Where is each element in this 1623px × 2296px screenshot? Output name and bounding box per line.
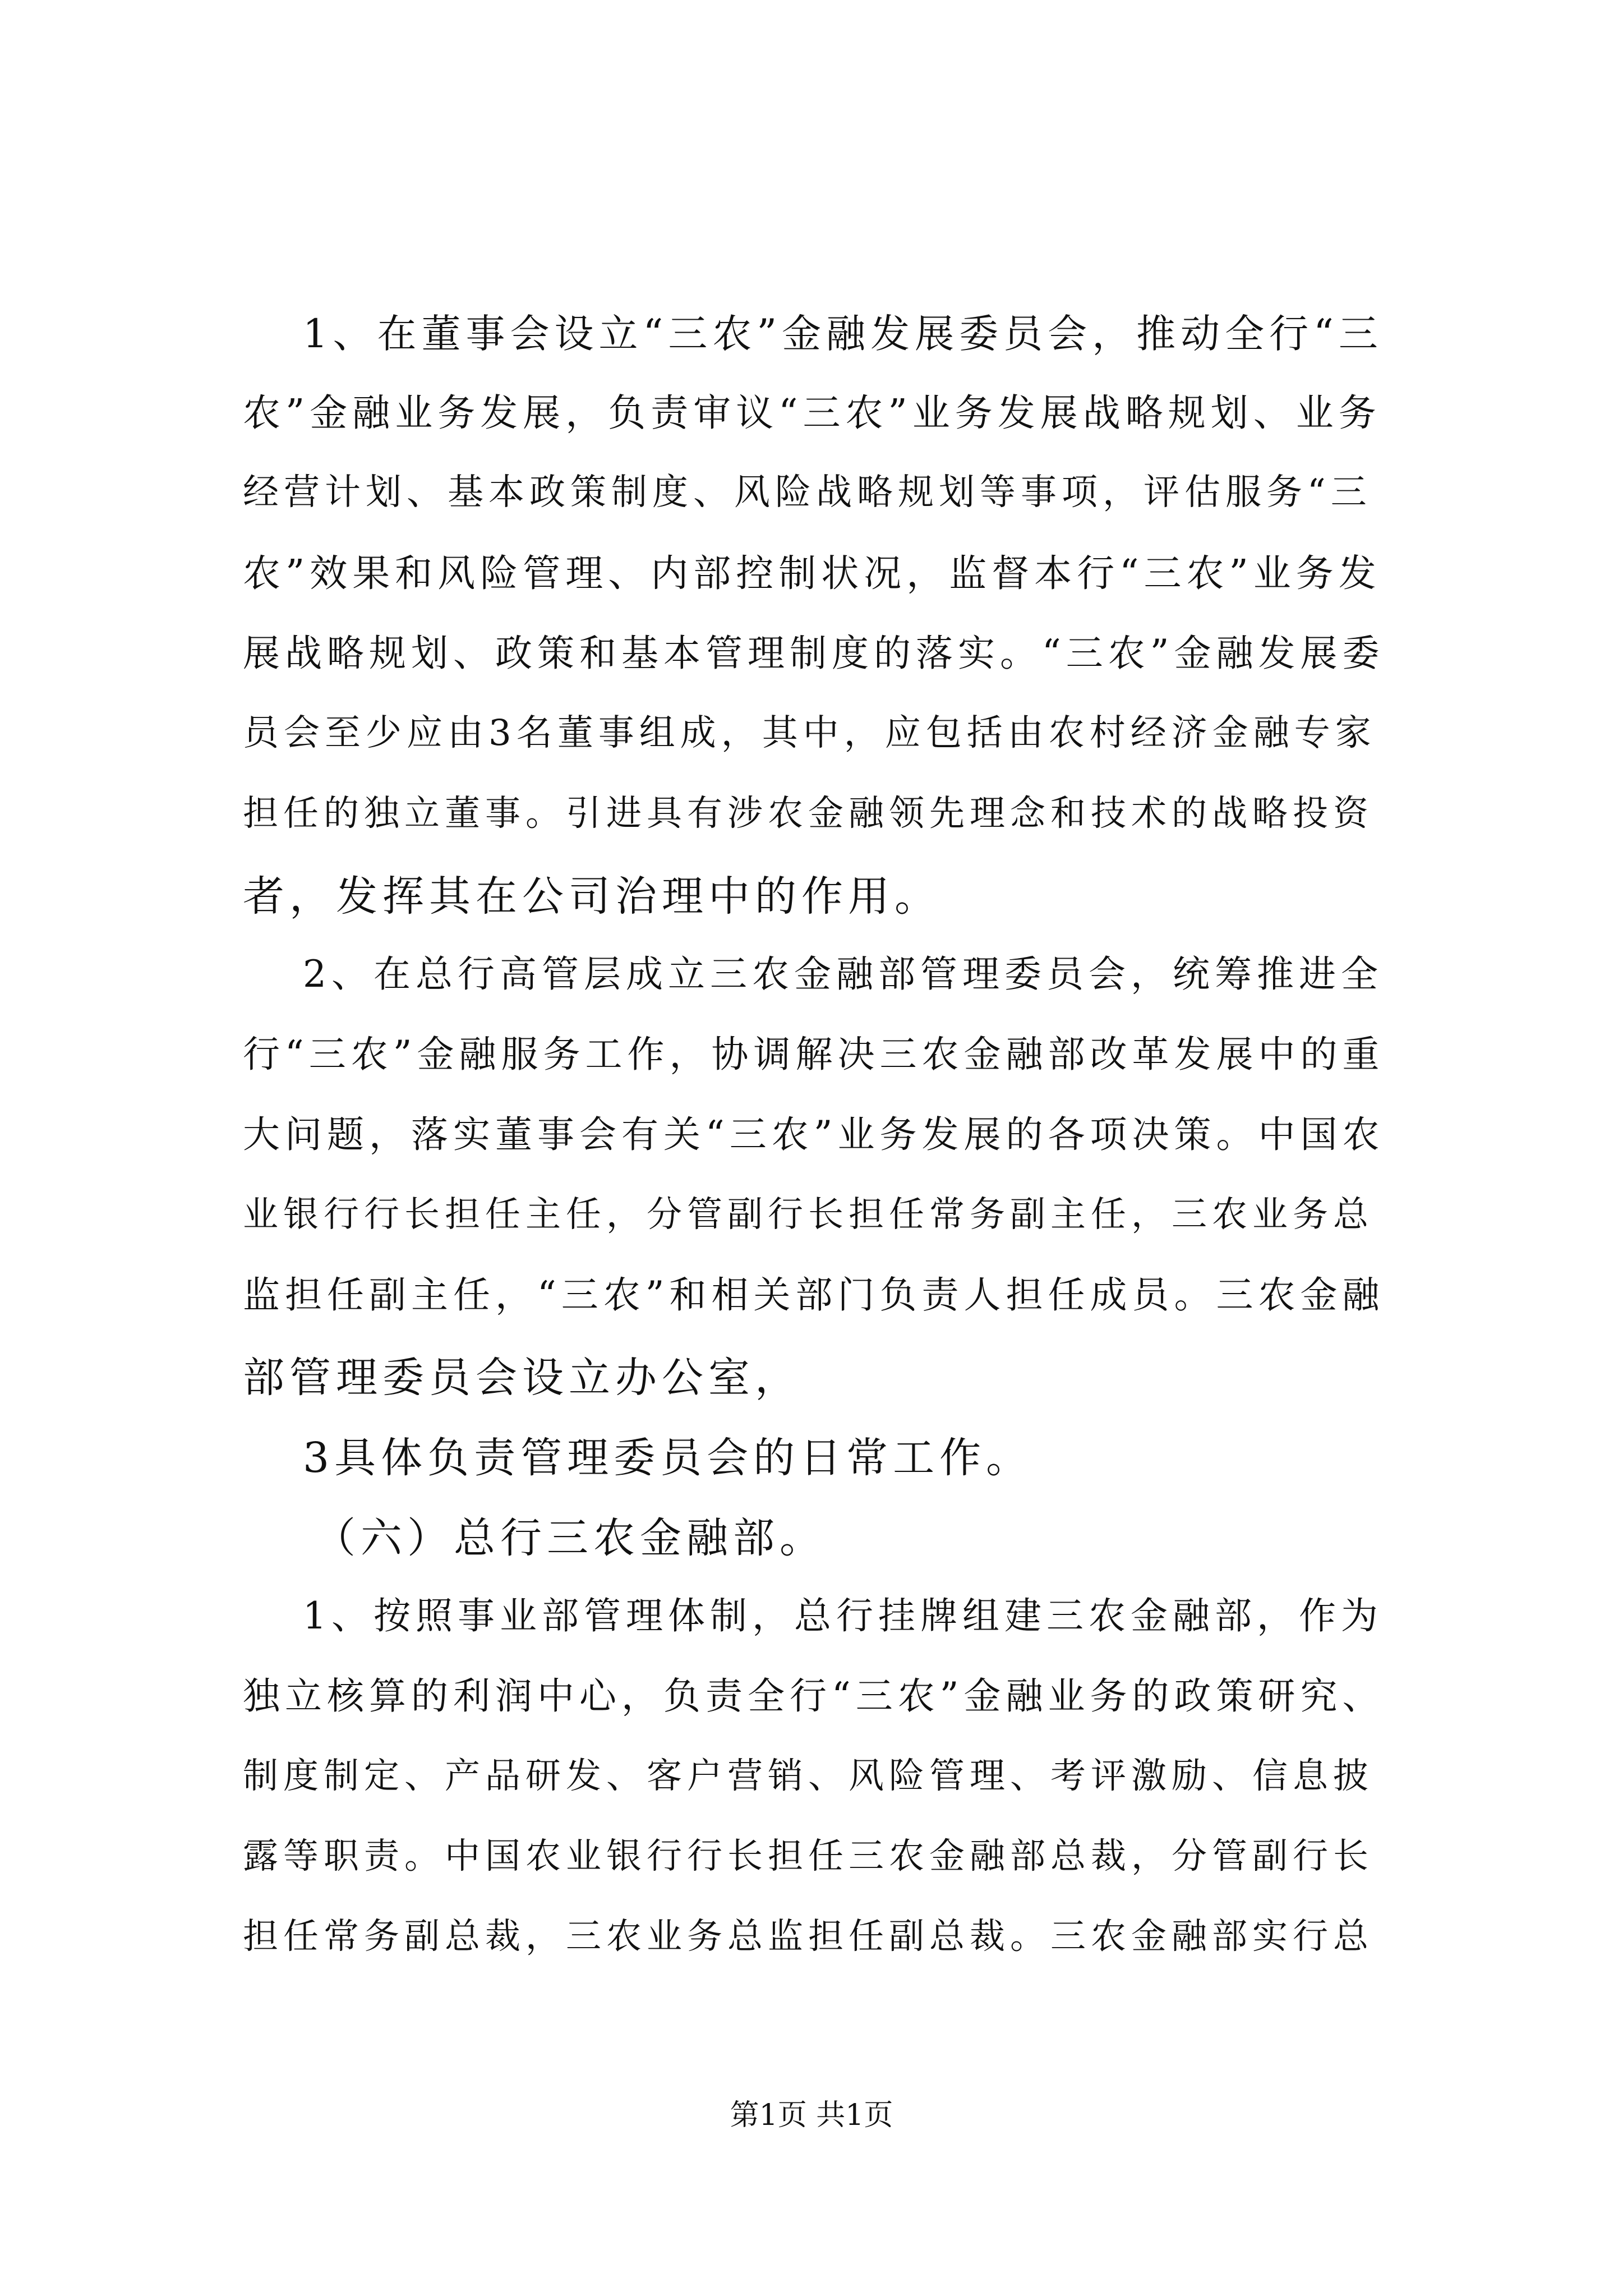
text-line: 1、在董事会设立“三农”金融发展委员会，推动全行“三: [303, 311, 1383, 357]
text-line: 制度制定、产品研发、客户营销、风险管理、考评激励、信息披: [243, 1755, 1373, 1796]
text-line: 担任的独立董事。引进具有涉农金融领先理念和技术的战略投资: [243, 793, 1373, 834]
page-footer: 第1页 共1页: [730, 2099, 893, 2132]
text-line: 1、按照事业部管理体制，总行挂牌组建三农金融部，作为: [303, 1594, 1383, 1637]
text-line: 农”金融业务发展，负责审议“三农”业务发展战略规划、业务: [243, 391, 1381, 435]
section-heading: （六）总行三农金融部。: [314, 1514, 826, 1562]
text-line: 3具体负责管理委员会的日常工作。: [303, 1434, 1033, 1482]
text-line: 展战略规划、政策和基本管理制度的落实。“三农”金融发展委: [243, 632, 1385, 675]
text-line: 业银行行长担任主任，分管副行长担任常务副主任，三农业务总: [243, 1194, 1373, 1235]
text-line: 大问题，落实董事会有关“三农”业务发展的各项决策。中国农: [243, 1113, 1385, 1156]
text-line: 经营计划、基本政策制度、风险战略规划等事项，评估服务“三: [243, 472, 1372, 513]
text-line: 独立核算的利润中心，负责全行“三农”金融业务的政策研究、: [243, 1674, 1385, 1718]
text-line: 露等职责。中国农业银行行长担任三农金融部总裁，分管副行长: [243, 1835, 1373, 1876]
text-line: 监担任副主任，“三农”和相关部门负责人担任成员。三农金融: [243, 1273, 1385, 1317]
text-line: 员会至少应由3名董事组成，其中，应包括由农村经济金融专家: [243, 712, 1376, 754]
text-line: 者，发挥其在公司治理中的作用。: [243, 872, 941, 921]
text-line: 2、在总行高管层成立三农金融部管理委员会，统筹推进全: [303, 953, 1383, 996]
text-line: 农”效果和风险管理、内部控制状况，监督本行“三农”业务发: [243, 551, 1381, 595]
text-line: 行“三农”金融服务工作，协调解决三农金融部改革发展中的重: [243, 1033, 1385, 1076]
text-line: 担任常务副总裁，三农业务总监担任副总裁。三农金融部实行总: [243, 1916, 1373, 1957]
text-line: 部管理委员会设立办公室，: [243, 1354, 801, 1402]
